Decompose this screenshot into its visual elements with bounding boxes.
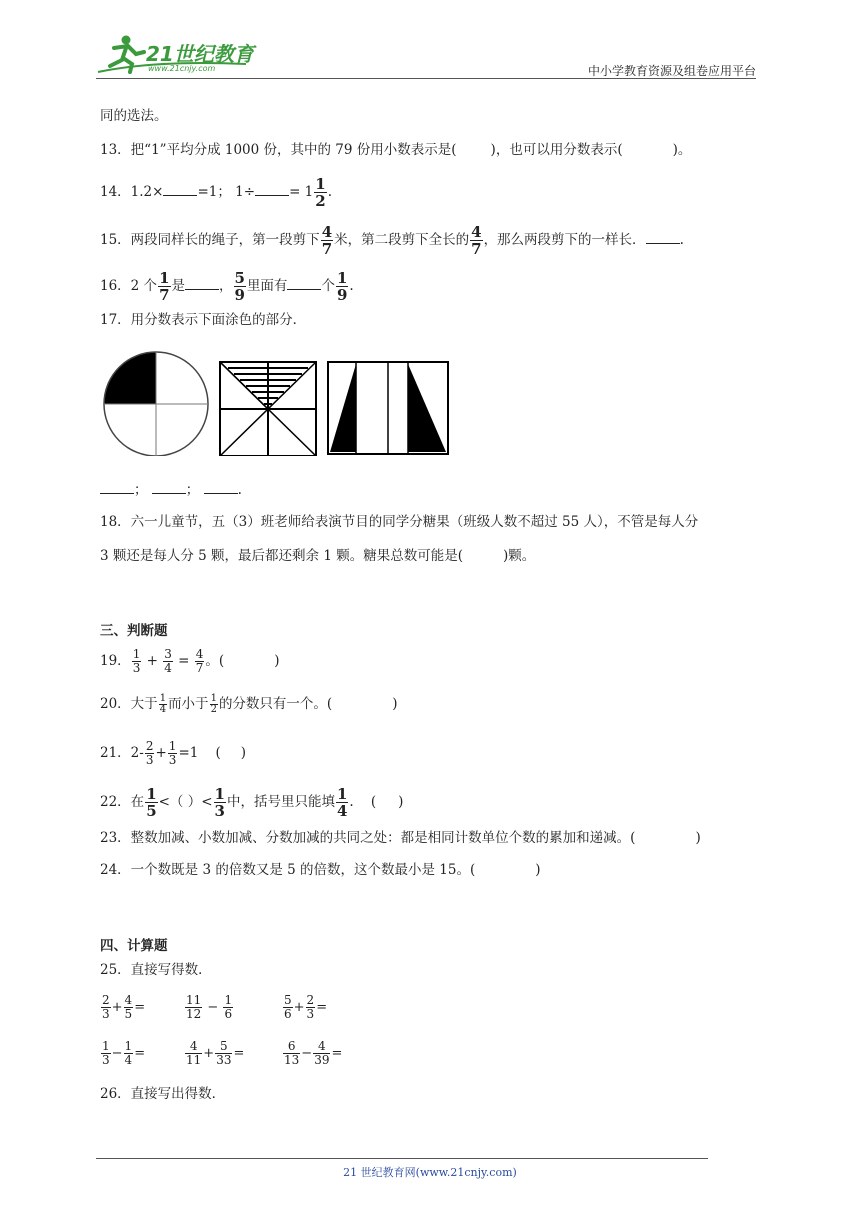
question-13: 13．把“1”平均分成 1000 份，其中的 79 份用小数表示是( )，也可以用分数表示( )。 — [100, 142, 692, 158]
question-18-line1: 18．六一儿童节，五（3）班老师给表演节目的同学分糖果（班级人数不超过 55 人），不管是每人分 — [100, 514, 699, 530]
answer-blank[interactable] — [185, 277, 219, 290]
question-25: 25．直接写得数． — [100, 962, 212, 978]
calc-item: $\frac{1}{3}$ − $\frac{1}{4}$ = — [102, 1039, 146, 1067]
calc-item: $\frac{5}{6}$ + $\frac{2}{3}$ = — [284, 993, 328, 1021]
question-24: 24．一个数既是 3 的倍数又是 5 的倍数，这个数最小是 15。( ) — [100, 862, 541, 878]
calc-item: $\frac{4}{11}$ + $\frac{5}{33}$ = — [186, 1039, 245, 1067]
logo-url: www.21cnjy.com — [148, 64, 216, 73]
square-lines-figure — [220, 362, 316, 456]
shaded-figures — [100, 350, 452, 456]
logo-text: 21世纪教育 — [146, 42, 254, 66]
answer-blank[interactable] — [287, 277, 321, 290]
answer-blank[interactable] — [646, 231, 680, 244]
header-rule — [96, 78, 756, 79]
question-16: 16．2 个 $\frac{1}{7}$ 是 ， $\frac{5}{9}$ 里面有 个 $\frac{1}{9}$ . — [100, 269, 354, 304]
calc-item: $\frac{2}{3}$ + $\frac{4}{5}$ = — [102, 993, 146, 1021]
question-17: 17．用分数表示下面涂色的部分． — [100, 312, 307, 328]
question-22: 22．在 $\frac{1}{5}$ <（ ）< $\frac{1}{3}$ 中，括号里只能填 $\frac{1}{4}$ . ( ) — [100, 785, 404, 820]
header-logo — [96, 30, 266, 80]
triangles-figure — [328, 362, 448, 454]
question-26: 26．直接写出得数． — [100, 1086, 226, 1102]
footer-rule — [96, 1158, 708, 1159]
calc-item: $\frac{11}{12}$ − $\frac{1}{6}$ — [186, 993, 233, 1021]
circle-quarter-figure — [104, 352, 208, 456]
section-title-judge: 三、判断题 — [100, 623, 168, 639]
prev-question-tail: 同的选法。 — [100, 108, 168, 124]
question-14: 14．1.2× =1； 1÷ = 1 $\frac{1}{2}$ . — [100, 175, 332, 210]
question-21: 21．2- $\frac{2}{3}$ + $\frac{1}{3}$ =1 ( ) — [100, 739, 247, 767]
section-title-calc: 四、计算题 — [100, 938, 168, 954]
calc-item: $\frac{6}{13}$ − $\frac{4}{39}$ = — [284, 1039, 343, 1067]
footer-text[interactable]: 21 世纪教育网(www.21cnjy.com) — [343, 1166, 517, 1179]
platform-name: 中小学教育资源及组卷应用平台 — [587, 64, 756, 78]
answer-blank[interactable] — [152, 481, 186, 494]
question-15: 15．两段同样长的绳子，第一段剪下 $\frac{4}{7}$ 米，第二段剪下全长的 $\frac{4}{7}$ ，那么两段剪下的一样长． . — [100, 223, 684, 258]
question-23: 23．整数加减、小数加减、分数加减的共同之处：都是相同计数单位个数的累加和递减。( ) — [100, 830, 701, 846]
question-18-line2: 3 颗还是每人分 5 颗，最后都还剩余 1 颗。糖果总数可能是( )颗。 — [100, 548, 536, 564]
question-17-answers: ； ； . — [100, 480, 242, 500]
answer-blank[interactable] — [163, 183, 197, 196]
answer-blank[interactable] — [255, 183, 289, 196]
question-20: 20．大于 $\frac{1}{4}$ 而小于 $\frac{1}{2}$ 的分数只有一个。( ) — [100, 693, 398, 715]
answer-blank[interactable] — [100, 481, 134, 494]
answer-blank[interactable] — [204, 481, 238, 494]
question-19: 19． $\frac{1}{3}$ + $\frac{3}{4}$ = $\frac{4}{7}$ 。( ) — [100, 647, 280, 675]
